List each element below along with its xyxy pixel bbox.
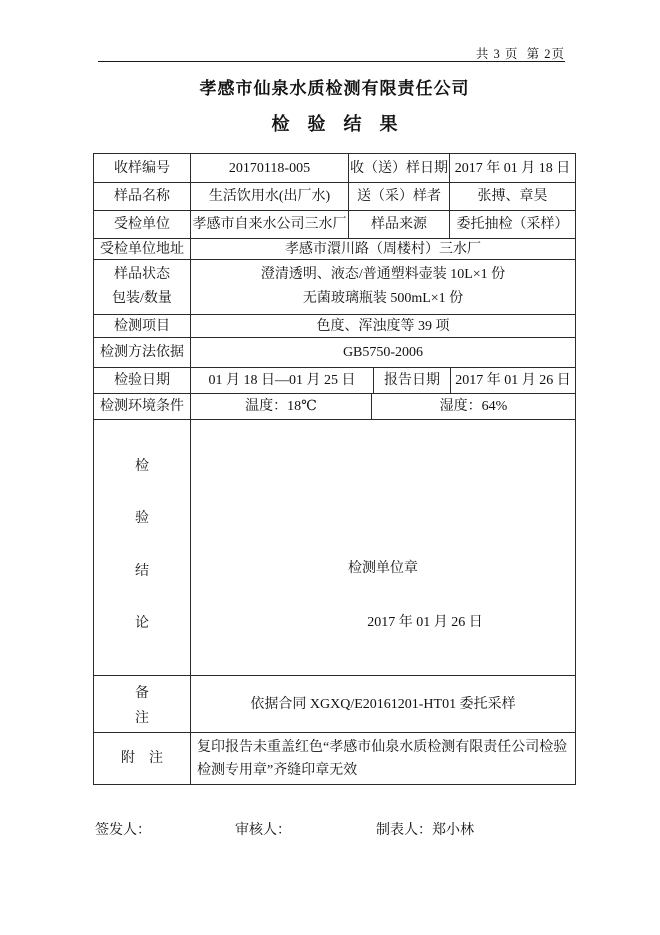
row-test-date xyxy=(94,368,575,394)
sample-source-label: 样品来源 xyxy=(349,211,450,238)
environment-label: 检测环境条件 xyxy=(94,394,191,419)
receipt-no-label: 收样编号 xyxy=(94,154,191,182)
sampler-label: 送（采）样者 xyxy=(349,183,450,210)
conclusion-date: 2017 年 01 月 26 日 xyxy=(367,615,483,630)
header-rule xyxy=(98,61,565,62)
row-environment xyxy=(94,394,575,420)
row-conclusion xyxy=(94,420,575,676)
annotation-value xyxy=(191,733,575,784)
row-sample-name xyxy=(94,183,575,211)
row-annotation xyxy=(94,733,575,784)
stamp-placeholder-text: 检测单位章 xyxy=(348,561,418,576)
conclusion-label-char4: 论 xyxy=(135,615,149,631)
humidity-value: 湿度：64% xyxy=(439,399,508,414)
issuer-signature-label: 签发人： xyxy=(95,823,151,838)
inspected-unit-value: 孝感市自来水公司三水厂 xyxy=(191,211,349,238)
test-items-label: 检测项目 xyxy=(94,315,191,337)
receipt-no-value: 20170118-005 xyxy=(191,154,349,182)
method-basis-label: 检测方法依据 xyxy=(94,338,191,367)
sample-state-label xyxy=(94,260,191,314)
row-remark xyxy=(94,676,575,733)
sample-name-value: 生活饮用水(出厂水) xyxy=(191,183,349,210)
remark-label-char2: 注 xyxy=(135,711,149,726)
remark-label-char1: 备 xyxy=(135,686,149,701)
test-date-label: 检验日期 xyxy=(94,368,191,393)
row-unit-address xyxy=(94,239,575,260)
method-basis-value: GB5750-2006 xyxy=(342,345,424,360)
sample-state-label-line2: 包装/数量 xyxy=(112,291,172,306)
conclusion-label xyxy=(94,420,191,675)
preparer-signature-label: 制表人：郑小林 xyxy=(376,823,474,838)
test-date-value: 01 月 18 日—01 月 25 日 xyxy=(191,368,374,393)
annotation-value-text: 复印报告未重盖红色“孝感市仙泉水质检测有限责任公司检验检测专用章”齐缝印章无效 xyxy=(197,739,568,778)
sample-state-label-line1: 样品状态 xyxy=(114,267,170,282)
sampler-value: 张搏、章昊 xyxy=(477,189,548,204)
sample-source-value: 委托抽检（采样） xyxy=(456,217,569,232)
reviewer-signature-label: 审核人： xyxy=(235,823,291,838)
unit-address-label: 受检单位地址 xyxy=(94,239,191,259)
unit-address-value: 孝感市澴川路（周楼村）三水厂 xyxy=(285,241,481,257)
temperature-value: 温度：18℃ xyxy=(191,394,372,419)
sample-state-value xyxy=(191,260,575,314)
sample-name-label: 样品名称 xyxy=(94,183,191,210)
company-name: 孝感市仙泉水质检测有限责任公司 xyxy=(199,79,470,98)
results-table xyxy=(93,153,576,785)
receive-date-value: 2017 年 01 月 18 日 xyxy=(454,160,571,176)
sample-state-value-line1: 澄清透明、液态/普通塑料壶装 10L×1 份 xyxy=(260,267,506,282)
remark-value: 依据合同 XGXQ/E20161201-HT01 委托采样 xyxy=(250,696,516,712)
conclusion-label-char3: 结 xyxy=(135,563,149,579)
report-date-label: 报告日期 xyxy=(374,368,451,393)
row-sample-state xyxy=(94,260,575,315)
remark-label xyxy=(94,676,191,732)
conclusion-content xyxy=(191,420,575,675)
receive-date-label: 收（送）样日期 xyxy=(349,154,450,182)
annotation-label: 附 注 xyxy=(94,733,191,784)
test-items-value: 色度、浑浊度等 39 项 xyxy=(316,318,450,334)
sample-state-value-line2: 无菌玻璃瓶装 500mL×1 份 xyxy=(302,291,464,306)
inspected-unit-label: 受检单位 xyxy=(94,211,191,238)
row-method-basis xyxy=(94,338,575,368)
report-date-value: 2017 年 01 月 26 日 xyxy=(455,373,571,388)
row-inspected-unit xyxy=(94,211,575,239)
conclusion-label-char2: 验 xyxy=(135,511,149,527)
conclusion-label-char1: 检 xyxy=(135,459,149,474)
row-receipt-no xyxy=(94,154,575,183)
report-title: 检验结果 xyxy=(271,114,416,134)
page-number: 共 3 页 第 2页 xyxy=(475,47,565,61)
row-test-items xyxy=(94,315,575,338)
